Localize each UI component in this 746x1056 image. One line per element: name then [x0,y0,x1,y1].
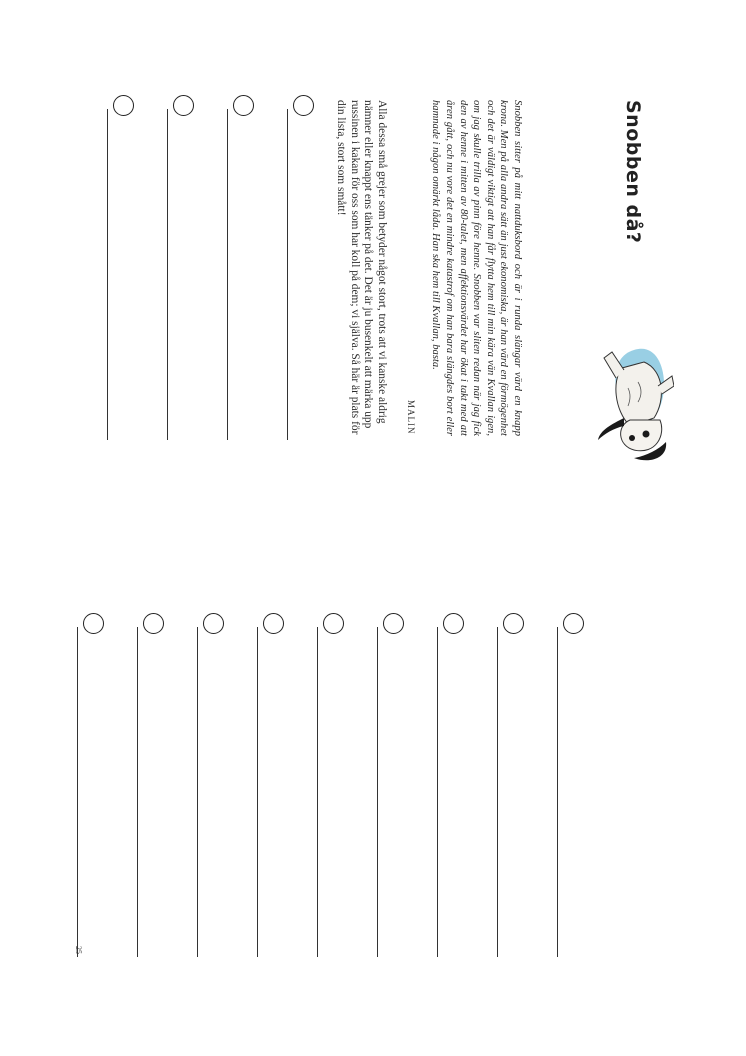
page-number: 25 [74,946,83,954]
writing-line[interactable] [137,627,138,957]
checkbox-circle-icon[interactable] [503,613,524,634]
writing-line[interactable] [167,109,168,440]
page-title: Snobben då? [622,100,644,244]
writing-line[interactable] [287,109,288,440]
writing-line[interactable] [227,109,228,440]
writing-line[interactable] [107,109,108,440]
writing-line[interactable] [197,627,198,957]
checkbox-circle-icon[interactable] [443,613,464,634]
writing-line[interactable] [557,627,558,957]
checkbox-circle-icon[interactable] [383,613,404,634]
checkbox-circle-icon[interactable] [323,613,344,634]
writing-line[interactable] [377,627,378,957]
checkbox-circle-icon[interactable] [563,613,584,634]
checkbox-circle-icon[interactable] [203,613,224,634]
checkbox-circle-icon[interactable] [173,95,194,116]
writing-line[interactable] [497,627,498,957]
checkbox-circle-icon[interactable] [143,613,164,634]
writing-line[interactable] [257,627,258,957]
stuffed-dog-illustration [596,330,674,465]
story-author: MALIN [406,400,416,435]
writing-line[interactable] [317,627,318,957]
checkbox-circle-icon[interactable] [293,95,314,116]
story-text: Snobben sitter på mitt nattduksbord och är i runda slängar värd en knapp krona. Men på alla andra sätt än just ekonomiska, är han värd en förmögenhet och det är väldigt viktigt att han får flytta hem till min kära vän Kvallan igen, om jag skulle trilla av pinn före henne. Snobben var sliten redan när jag fick den av henne i mitten av 80-talet, men affektionsvärdet har ökat i takt med att åren gått, och nu vore det en mindre katastrof om han bara slängdes bort eller hamnade i någon omärkt låda. Han ska hem till Kvallan, basta. [430,100,523,436]
writing-line[interactable] [437,627,438,957]
writing-line[interactable] [77,627,78,957]
checkbox-circle-icon[interactable] [263,613,284,634]
intro-paragraph: Alla dessa små grejer som betyder något stort, trots att vi kanske aldrig nämner eller knappt ens tänker på det. Det är ju busenkelt att märka upp russinen i kakan för oss som har koll på dem; vi själva. Så här är plats för din lista, stort som smått! [334,100,388,435]
checkbox-circle-icon[interactable] [83,613,104,634]
checkbox-circle-icon[interactable] [233,95,254,116]
checkbox-circle-icon[interactable] [113,95,134,116]
